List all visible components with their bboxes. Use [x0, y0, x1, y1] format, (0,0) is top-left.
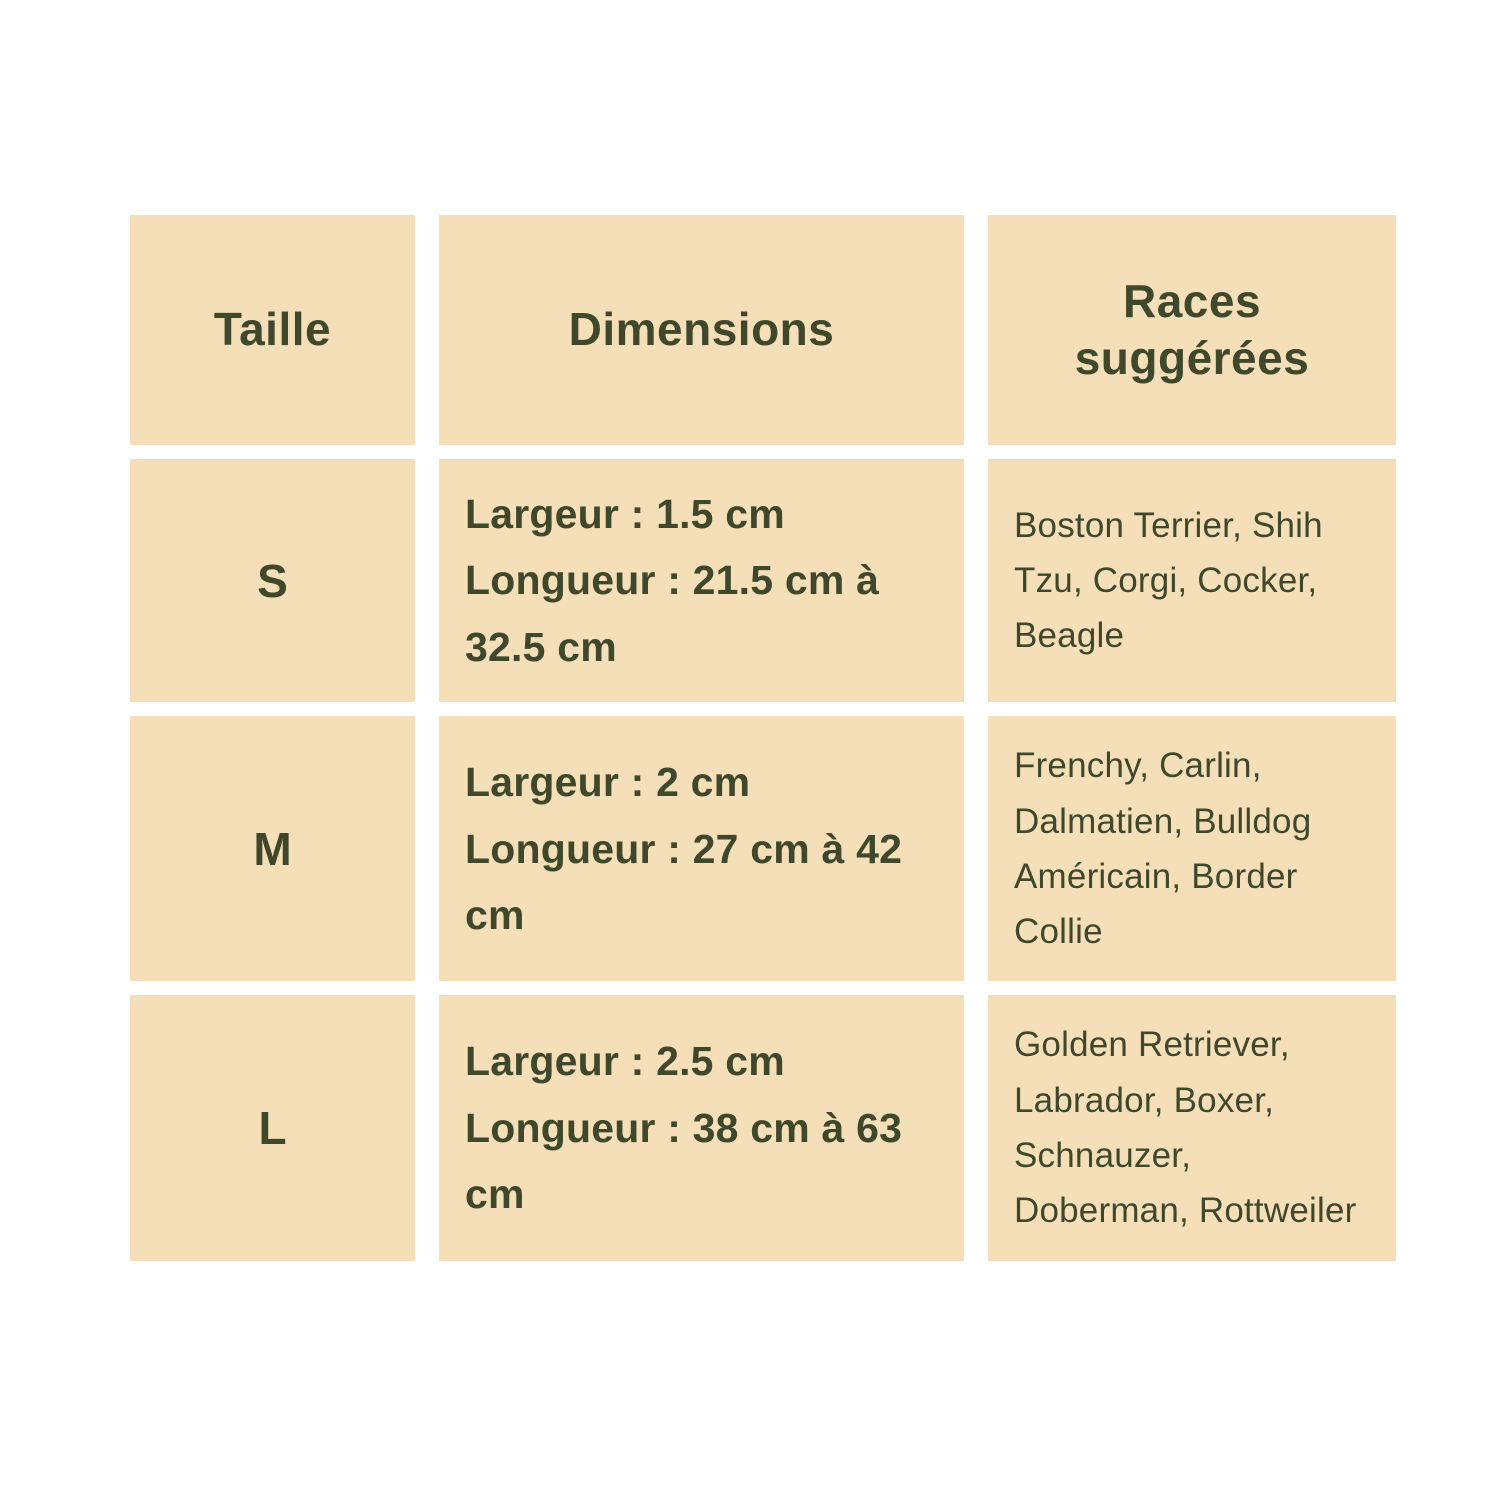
breeds-list-s: Boston Terrier, Shih Tzu, Corgi, Cocker, Beagle — [1014, 505, 1323, 656]
table-header-size — [130, 215, 415, 445]
breeds-cell-s — [988, 459, 1396, 702]
table-row — [130, 716, 415, 981]
breeds-list-l: Golden Retriever, Labrador, Boxer, Schnauzer, Doberman, Rottweiler — [1014, 1025, 1357, 1231]
dimensions-width-s: Largeur : 1.5 cm — [465, 491, 785, 537]
table-header-breeds — [988, 215, 1396, 445]
table-header-breeds-label: Races suggérées — [1074, 274, 1310, 384]
table-header-dimensions — [439, 215, 964, 445]
dimensions-cell-m — [439, 716, 964, 981]
table-row — [130, 459, 415, 702]
breeds-cell-l — [988, 995, 1396, 1260]
table-row — [130, 995, 415, 1260]
breeds-cell-m — [988, 716, 1396, 981]
size-guide-table — [130, 215, 1372, 1261]
table-header-size-label: Taille — [213, 303, 332, 356]
dimensions-width-m: Largeur : 2 cm — [465, 759, 751, 806]
table-header-dimensions-label: Dimensions — [568, 303, 835, 356]
dimensions-cell-l — [439, 995, 964, 1260]
dimensions-cell-s — [439, 459, 964, 702]
dimensions-width-l: Largeur : 2.5 cm — [465, 1038, 785, 1085]
dimensions-length-l: Longueur : 38 cm à 63 cm — [465, 1104, 903, 1218]
size-value-s: S — [257, 554, 288, 607]
size-value-m: M — [253, 822, 292, 875]
size-value-l: L — [258, 1102, 287, 1154]
breeds-list-m: Frenchy, Carlin, Dalmatien, Bulldog Américain, Border Collie — [1014, 746, 1312, 952]
dimensions-length-m: Longueur : 27 cm à 42 cm — [465, 825, 903, 939]
dimensions-length-s: Longueur : 21.5 cm à 32.5 cm — [465, 557, 880, 670]
